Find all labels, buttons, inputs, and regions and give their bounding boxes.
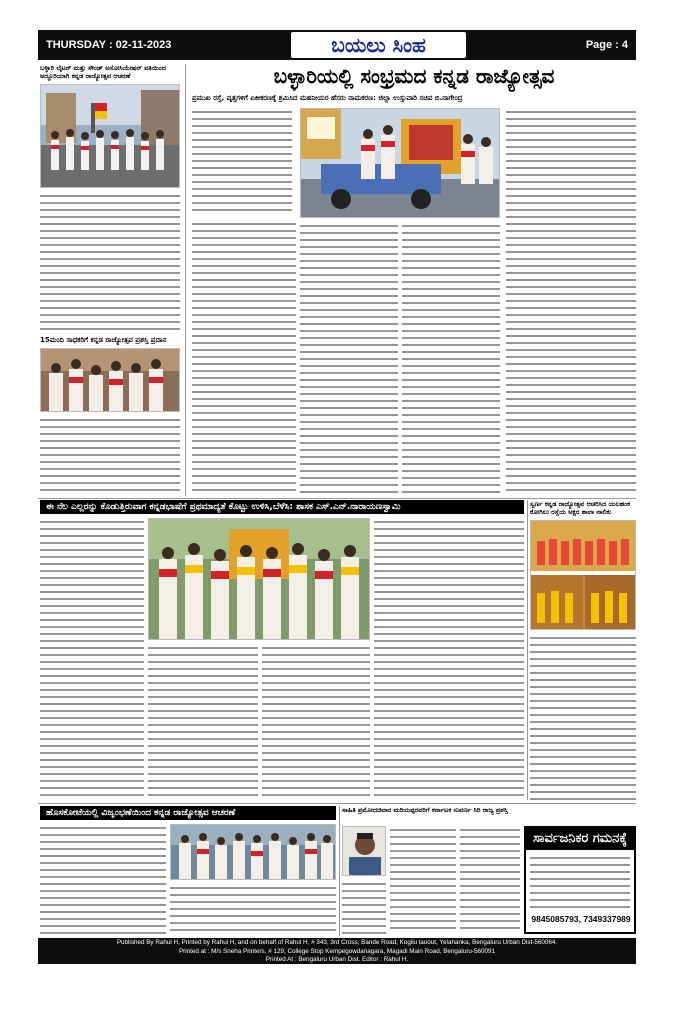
main-subheadline: ಪ್ರಮುಖ ರಸ್ತೆ, ವೃತ್ತಗಳಿಗೆ ಏಕೀಕರಣಕ್ಕೆ ಶ್ರಮಿಸಿದ ಮಹನೀಯರ ಹೆಸರು ನಾಮಕರಣ: ಜಿಲ್ಲಾ ಉಸ್ತುವಾರಿ ಸಚಿವ ಬಿ.ನಾಗೇಂದ್ರ (192, 94, 463, 102)
row2-body-col4 (374, 518, 524, 800)
bottom-left-body-col1 (40, 824, 166, 934)
ad-heading: ಸಾರ್ವಜನಿಕರ ಗಮನಕ್ಕೆ (526, 828, 634, 850)
ad-phone-numbers: 9845085793, 7349337989 (531, 914, 631, 924)
masthead (38, 30, 636, 60)
newspaper-title: ಬಯಲು ಸಿಂಹ (291, 32, 466, 58)
street-rally-image (41, 85, 180, 188)
left-mid-headline: 15ಮಂದಿ ಸಾಧಕರಿಗೆ ಕನ್ನಡ ರಾಜ್ಯೋತ್ಸವ ಪ್ರಶಸ್ತಿ ಪ್ರದಾನ (40, 336, 167, 344)
left-mid-article-body (40, 416, 180, 494)
bottom-mid-body-col1 (390, 826, 456, 934)
main-body-col2 (300, 222, 398, 496)
public-notice-ad (524, 826, 636, 934)
row2-body-col3 (262, 644, 370, 800)
imprint-line-3: Printed At : Bengaluru Urban Dist. Editor : Rahul H. (265, 956, 409, 963)
school-event-photo (530, 520, 636, 630)
main-body-col3 (402, 222, 500, 496)
school-children-image (531, 521, 636, 630)
column-rule (527, 500, 528, 800)
hoskote-celebration-image (171, 825, 336, 880)
row2-headline: ಈ ನೆಲ ಎಲ್ಲರನ್ನು ಕೊಡುತ್ತಿರುವಾಗ ಕನ್ನಡಭಾಷೆಗೆ ಪ್ರಥಮಾದ್ಯತೆ ಕೊಟ್ಟು ಉಳಿಸಿ,ಬೆಳೆಸಿ: ಶಾಸಕ ಎಸ್.ಎನ್.ನಾರಾಯಣಸ್ವಾಮಿ (40, 500, 524, 514)
column-rule (185, 64, 186, 496)
main-intro-col1 (192, 108, 292, 216)
right-mid-headline: ಸ್ವರ್ಣ ಕನ್ನಡ ರಾಜ್ಯೋತ್ಸವ ಆಚರಿಸಿದ ಯಲಹಂಕ ಕೋಗಿಲು ರಸ್ತೆಯ ಅಕ್ಷರ ಶಾಲಾ ನಾಲಿಕು (530, 500, 631, 516)
hoskote-photo (170, 824, 336, 880)
main-headline: ಬಳ್ಳಾರಿಯಲ್ಲಿ ಸಂಭ್ರಮದ ಕನ್ನಡ ರಾಜ್ಯೋತ್ಸವ (273, 64, 555, 88)
imprint-line-2: Printed at : M/s Sneha Printers, # 129, College Stop Kempegowdanagara, Magadi Main Road, Bengaluru-560091 (178, 947, 496, 955)
issue-date: THURSDAY : 02-11-2023 (46, 39, 172, 51)
bottom-mid-body-col0 (342, 880, 386, 934)
main-right-col (506, 108, 636, 496)
portrait-image (343, 827, 386, 876)
row-rule-2 (38, 803, 636, 804)
imprint-line-1: Published By Rahul H, Printed by Rahul H, and on behalf of Rahul H, # 343, 3rd Cross, Bande Road, Kogilu lauout, Yelahanka, Bengaluru Urban Dist-560064. (116, 939, 558, 946)
leaders-stage-image (149, 519, 370, 640)
row2-body-col2 (148, 644, 258, 800)
bottom-mid-headline: ಸಾಹಿತಿ ಪ್ರಮೋದಚಿವಾರ ಮರಿಯಪ್ಪರವರಿಗೆ ಕರ್ನಾಟಕ ಸುವರ್ಣ ಸಿರಿ ರಾಜ್ಯ ಪ್ರಶಸ್ತಿ (342, 806, 508, 814)
bottom-mid-body-col2 (460, 826, 520, 934)
column-rule (339, 806, 340, 936)
page-number: Page : 4 (585, 39, 628, 51)
left-top-article-body (40, 192, 180, 332)
row-rule-1 (38, 498, 636, 499)
main-body-col1 (192, 220, 296, 496)
imprint-footer (38, 938, 636, 964)
ad-body (530, 854, 630, 910)
bottom-left-body-col2 (170, 884, 336, 934)
row2-body-col1 (40, 518, 144, 800)
bottom-left-headline: ಹೊಸಕೋಟೆಯಲ್ಲಿ ವಿಜೃಂಭಣೆಯಿಂದ ಕನ್ನಡ ರಾಜ್ಯೋತ್ಸವ ಆಚರಣೆ (40, 806, 336, 820)
left-top-photo (40, 84, 180, 188)
award-ceremony-photo (40, 348, 180, 412)
right-mid-body (530, 634, 636, 800)
main-photo (300, 108, 500, 218)
award-image (41, 349, 180, 412)
author-portrait (342, 826, 386, 876)
row2-photo (148, 518, 370, 640)
left-top-headline: ಬಳ್ಳಾರಿ ಲೈಟರ್ ಮತ್ತು ಸೌಂಡ್ ಅಸೋಸಿಯೇಷನ್ ವತಿಯಿಂದ ಅದ್ದೂರಿಯಾಗಿ ಕನ್ನಡ ರಾಜ್ಯೋತ್ಸವ ಆಚರಣೆ (40, 64, 166, 80)
tableau-vehicle-image (301, 109, 500, 218)
